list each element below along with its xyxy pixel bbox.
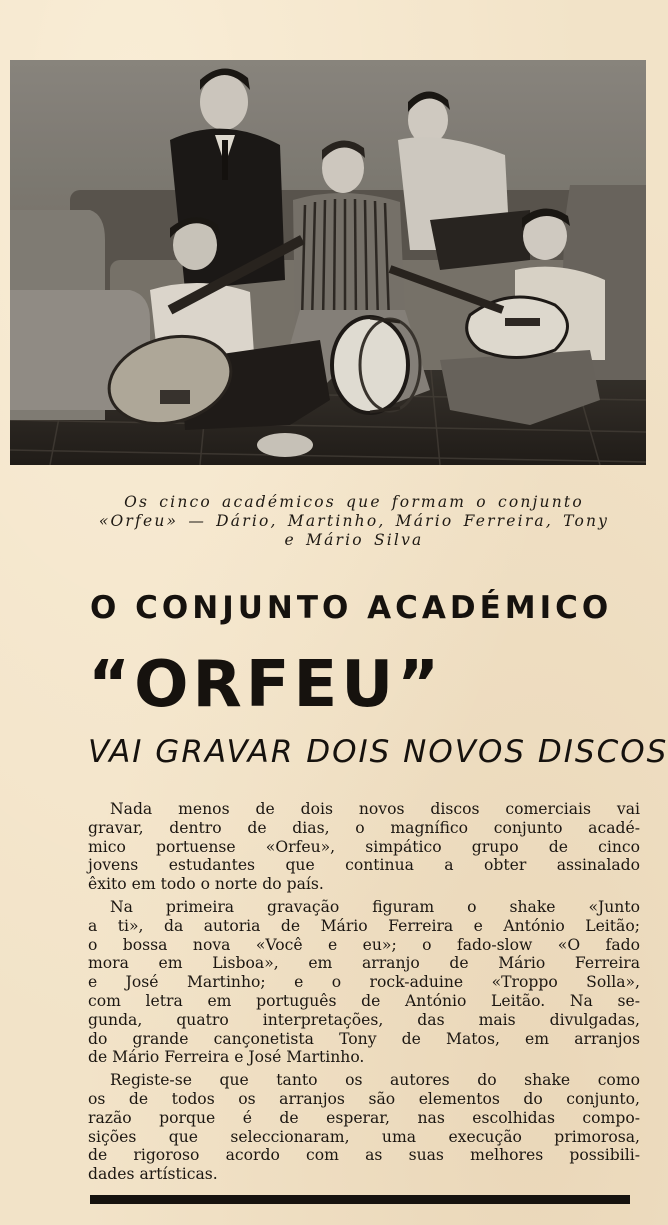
article-paragraph bbox=[88, 800, 640, 894]
article-body bbox=[88, 800, 640, 1188]
caption-line: e Mário Silva bbox=[284, 531, 424, 549]
article-line: o bossa nova «Você e eu»; o fado-slow «O fado bbox=[88, 935, 640, 954]
article-paragraph bbox=[88, 1071, 640, 1184]
article-line: gunda, quatro interpretações, das mais divulgadas, bbox=[88, 1010, 640, 1029]
article-line: a ti», da autoria de Mário Ferreira e António Leitão; bbox=[88, 916, 640, 935]
article-line: razão porque é de esperar, nas escolhidas compo- bbox=[88, 1108, 640, 1127]
article-line: mico portuense «Orfeu», simpático grupo de cinco bbox=[88, 837, 640, 856]
headline-subtitle: VAI GRAVAR DOIS NOVOS DISCOS bbox=[88, 734, 668, 770]
article-line: Nada menos de dois novos discos comerciais vai bbox=[110, 800, 640, 818]
article-line: jovens estudantes que continua a obter assinalado bbox=[88, 856, 640, 875]
article-line: de Mário Ferreira e José Martinho. bbox=[88, 1048, 365, 1067]
photo-caption bbox=[70, 493, 638, 550]
article-line: mora em Lisboa», em arranjo de Mário Ferreira bbox=[88, 954, 640, 973]
article-line: Registe-se que tanto os autores do shake como bbox=[110, 1071, 640, 1090]
article-line: gravar, dentro de dias, o magnífico conjunto acadé- bbox=[88, 818, 640, 837]
headline-main: “ORFEU” bbox=[88, 648, 444, 722]
article-line: do grande cançonetista Tony de Matos, em arranjos bbox=[88, 1029, 640, 1048]
caption-line: «Orfeu» — Dário, Martinho, Mário Ferreira, Tony bbox=[98, 512, 610, 530]
article-line: sições que seleccionaram, uma execução primorosa, bbox=[88, 1127, 640, 1146]
bottom-divider bbox=[90, 1195, 630, 1204]
band-photo-illustration bbox=[10, 60, 646, 465]
caption-line: Os cinco académicos que formam o conjunto bbox=[124, 493, 584, 511]
headline-kicker: O CONJUNTO ACADÉMICO bbox=[90, 590, 613, 626]
band-photo bbox=[10, 60, 646, 465]
article-line: de rigoroso acordo com as suas melhores possibili- bbox=[88, 1146, 640, 1165]
article-line: os de todos os arranjos são elementos do conjunto, bbox=[88, 1089, 640, 1108]
article-line: Na primeira gravação figuram o shake «Junto bbox=[110, 897, 640, 916]
article-line: êxito em todo o norte do país. bbox=[88, 875, 324, 894]
article-paragraph bbox=[88, 898, 640, 1067]
article-line: dades artísticas. bbox=[88, 1165, 218, 1184]
article-line: e José Martinho; e o rock-aduine «Troppo Solla», bbox=[88, 973, 640, 992]
article-line: com letra em português de António Leitão. Na se- bbox=[88, 991, 640, 1010]
